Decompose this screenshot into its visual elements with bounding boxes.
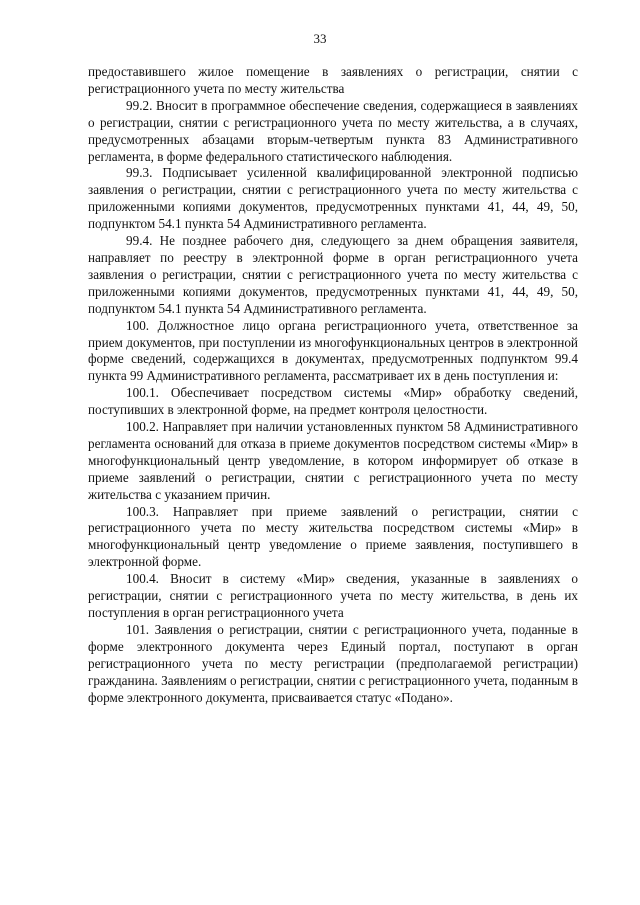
paragraph-99-2: 99.2. Вносит в программное обеспечение сведения, содержащиеся в заявлениях о регистрации, снятии с регистрационного учета по месту жительства, а в случаях, предусмотренных абзацами вторым-четвертым пункта 83 Административного регламента, в форме федерального статистического наблюдения. [88, 97, 578, 164]
paragraph-100-3: 100.3. Направляет при приеме заявлений о регистрации, снятии с регистрационного учета по месту жительства посредством системы «Мир» в многофункциональный центр уведомление о приеме заявления, поступившего в электронной форме. [88, 503, 578, 570]
document-body [88, 64, 578, 706]
paragraph-100-1: 100.1. Обеспечивает посредством системы «Мир» обработку сведений, поступивших в электронной форме, на предмет контроля целостности. [88, 385, 578, 418]
paragraph-99-3: 99.3. Подписывает усиленной квалифицированной электронной подписью заявления о регистрации, снятии с регистрационного учета по месту жительства с приложенными копиями документов, предусмотренных пунктами 41, 44, 49, 50, подпунктом 54.1 пункта 54 Административного регламента. [88, 165, 578, 232]
paragraph-100-2: 100.2. Направляет при наличии установленных пунктом 58 Административного регламента оснований для отказа в приеме документов посредством системы «Мир» в многофункциональный центр уведомление, в котором информирует об отказе в приеме заявлений о регистрации, снятии с регистрационного учета по месту жительства с указанием причин. [88, 419, 578, 502]
paragraph-100: 100. Должностное лицо органа регистрационного учета, ответственное за прием документов, при поступлении из многофункциональных центров в электронной форме сведений, содержащихся в документах, предусмотренных подпунктом 99.4 пункта 99 Административного регламента, рассматривает их в день поступления и: [88, 317, 578, 384]
paragraph-99-4: 99.4. Не позднее рабочего дня, следующего за днем обращения заявителя, направляет по реестру в электронной форме в орган регистрационного учета заявления о регистрации, снятии с регистрационного учета по месту жительства с приложенными копиями документов, предусмотренных пунктами 41, 44, 49, 50, подпунктом 54.1 пункта 54 Административного регламента. [88, 233, 578, 316]
paragraph-100-4: 100.4. Вносит в систему «Мир» сведения, указанные в заявлениях о регистрации, снятии с регистрационного учета по месту жительства, в день их поступления в орган регистрационного учета [88, 571, 578, 620]
paragraph-101: 101. Заявления о регистрации, снятии с регистрационного учета, поданные в форме электронного документа через Единый портал, поступают в орган регистрационного учета по месту регистрации (предполагаемой регистрации) гражданина. Заявлениям о регистрации, снятии с регистрационного учета, поданным в форме электронного документа, присваивается статус «Подано». [88, 621, 578, 705]
page-number: 33 [313, 31, 327, 46]
paragraph-continuation: предоставившего жилое помещение в заявлениях о регистрации, снятии с регистрационного учета по месту жительства [88, 64, 578, 96]
